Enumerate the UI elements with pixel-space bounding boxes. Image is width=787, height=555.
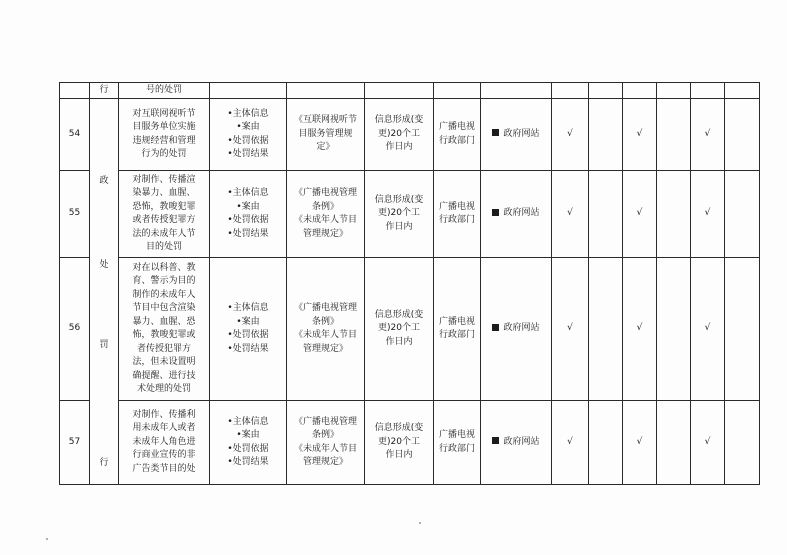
item-text-line: 节目中包含渲染 xyxy=(132,303,196,313)
time-text-line: 作日内 xyxy=(385,221,413,232)
empty-cell xyxy=(623,83,657,99)
item-text-line: 违规经营和管理 xyxy=(132,135,196,146)
empty-cell xyxy=(552,83,589,99)
check-mark: √ xyxy=(636,436,643,447)
content-text xyxy=(212,302,284,356)
empty-cell xyxy=(210,83,287,99)
content-text-line: •案由 xyxy=(236,201,260,212)
check-cell xyxy=(552,99,589,171)
category-char: 行 xyxy=(99,458,109,468)
channel-cell xyxy=(481,401,552,485)
category-merged-cell xyxy=(90,99,119,485)
check-cell xyxy=(552,401,589,485)
item-text-line: 对互联网视听节 xyxy=(132,108,196,119)
content-text-line: •处罚依据 xyxy=(227,215,269,225)
check-cell xyxy=(552,258,589,401)
item-text-line: 对制作、传播渲 xyxy=(132,174,196,185)
check-mark: √ xyxy=(567,323,573,334)
content-text xyxy=(212,108,284,162)
empty-cell xyxy=(725,401,760,485)
item-text-line: 目的处罚 xyxy=(145,242,182,252)
row-number-cell xyxy=(60,83,90,99)
check-mark: √ xyxy=(567,436,573,447)
empty-cell xyxy=(434,83,481,99)
basis-text-line: 《互联网视听节 xyxy=(293,115,357,126)
empty-cell xyxy=(589,258,623,401)
empty-cell xyxy=(657,99,691,171)
empty-cell xyxy=(365,83,434,99)
empty-cell xyxy=(657,171,691,258)
basis-cell xyxy=(287,171,365,258)
check-mark: √ xyxy=(567,128,573,139)
item-text-line: 怖，教唆犯罪或 xyxy=(132,330,196,340)
empty-cell xyxy=(725,258,760,401)
time-text-line: 信息形成(变 xyxy=(374,423,424,434)
content-cell xyxy=(210,99,287,171)
basis-text-line: 《广播电视管理 xyxy=(293,416,357,427)
item-text-line: 制作的未成年人 xyxy=(132,289,196,300)
item-text-line: 对在以科普、教 xyxy=(132,262,196,273)
channel-text: 政府网站 xyxy=(503,436,540,447)
item-text-line: 目服务单位实施 xyxy=(132,122,196,132)
content-text xyxy=(212,187,284,241)
content-text xyxy=(212,416,284,470)
check-mark: √ xyxy=(636,128,643,139)
content-text-line: •处罚结果 xyxy=(227,343,269,354)
basis-text xyxy=(289,114,362,155)
basis-text-line: 条例》 xyxy=(311,201,339,212)
basis-text-line: 《广播电视管理 xyxy=(293,303,357,313)
content-text-line: •处罚结果 xyxy=(227,228,269,239)
row-number-cell: 55 xyxy=(60,171,90,258)
content-text-line: •案由 xyxy=(236,316,260,327)
item-text xyxy=(121,262,207,397)
item-text-line: 法的未成年人节 xyxy=(132,228,196,239)
dept-text-line: 广播电视 xyxy=(438,430,475,440)
basis-text xyxy=(289,187,362,241)
time-cell xyxy=(365,171,434,258)
basis-text-line: 《广播电视管理 xyxy=(293,188,357,198)
item-text-line: 未成年人角色进 xyxy=(132,436,196,447)
item-text-line: 者传授犯罪方 xyxy=(136,343,191,354)
item-text-line: 育、警示为目的 xyxy=(132,276,196,286)
time-cell xyxy=(365,258,434,401)
table-row xyxy=(60,258,760,401)
check-mark: √ xyxy=(636,208,643,219)
empty-cell xyxy=(657,258,691,401)
check-mark: √ xyxy=(567,208,573,219)
check-cell xyxy=(623,401,657,485)
basis-text-line: 管理规定》 xyxy=(302,228,348,239)
item-text-line: 术处理的处罚 xyxy=(136,384,191,394)
empty-cell xyxy=(589,171,623,258)
check-cell xyxy=(552,171,589,258)
category-char: 罚 xyxy=(99,340,109,350)
empty-cell xyxy=(691,83,725,99)
time-text xyxy=(367,309,431,350)
time-cell xyxy=(365,99,434,171)
scan-speck xyxy=(46,538,48,540)
basis-cell xyxy=(287,99,365,171)
check-cell xyxy=(691,171,725,258)
dept-text-line: 行政部门 xyxy=(438,330,475,340)
channel-text: 政府网站 xyxy=(503,128,540,139)
item-text-line: 对制作、传播利 xyxy=(132,409,196,420)
item-text-line: 行商业宣传的非 xyxy=(132,450,196,461)
check-mark: √ xyxy=(704,323,711,334)
content-text-line: •处罚结果 xyxy=(227,457,269,467)
row-number-cell: 57 xyxy=(60,401,90,485)
time-text xyxy=(367,194,431,235)
time-text-line: 信息形成(变 xyxy=(374,194,424,205)
time-text-line: 信息形成(变 xyxy=(374,309,424,320)
square-bullet-icon xyxy=(492,209,499,216)
content-text-line: •处罚依据 xyxy=(227,330,269,340)
content-cell xyxy=(210,171,287,258)
check-cell xyxy=(691,401,725,485)
item-cell xyxy=(119,171,210,258)
time-text-line: 更)20个工 xyxy=(378,208,420,219)
empty-cell xyxy=(725,171,760,258)
table-row xyxy=(60,99,760,171)
item-cell: 号的处罚 xyxy=(119,83,210,99)
item-cell xyxy=(119,99,210,171)
basis-text-line: 《未成年人节目 xyxy=(293,443,357,454)
check-mark: √ xyxy=(704,436,711,447)
item-text-line: 确提醒、进行技 xyxy=(132,370,196,381)
table-row xyxy=(60,83,760,99)
check-cell xyxy=(623,258,657,401)
item-text-line: 行为的处罚 xyxy=(141,149,187,159)
time-text-line: 作日内 xyxy=(385,142,413,153)
time-text-line: 更)20个工 xyxy=(378,128,420,139)
empty-cell xyxy=(589,401,623,485)
content-cell xyxy=(210,258,287,401)
time-text-line: 更)20个工 xyxy=(378,436,420,447)
dept-text-line: 广播电视 xyxy=(438,201,475,212)
basis-cell xyxy=(287,258,365,401)
time-text-line: 作日内 xyxy=(385,450,413,461)
item-text-line: 或者传授犯罪方 xyxy=(132,215,196,225)
dept-text-line: 广播电视 xyxy=(438,122,475,132)
empty-cell xyxy=(589,83,623,99)
channel-text: 政府网站 xyxy=(503,208,540,219)
item-text-line: 暴力、血腥、恐 xyxy=(132,316,196,327)
dept-cell xyxy=(434,99,481,171)
item-text xyxy=(121,174,207,255)
check-mark: √ xyxy=(704,128,711,139)
channel-cell xyxy=(481,99,552,171)
empty-cell xyxy=(725,99,760,171)
channel-cell xyxy=(481,258,552,401)
basis-cell xyxy=(287,401,365,485)
dept-cell xyxy=(434,258,481,401)
row-number-cell: 54 xyxy=(60,99,90,171)
item-text-line: 恐怖，教唆犯罪 xyxy=(132,201,196,212)
channel-text: 政府网站 xyxy=(503,323,540,334)
item-text xyxy=(121,409,207,477)
content-text-line: •主体信息 xyxy=(227,416,269,427)
basis-text-line: 目服务管理规 xyxy=(298,128,353,139)
content-text-line: •主体信息 xyxy=(227,303,269,313)
empty-cell xyxy=(589,99,623,171)
dept-text xyxy=(436,121,478,148)
basis-text-line: 《未成年人节目 xyxy=(293,330,357,340)
check-cell xyxy=(691,258,725,401)
table-row xyxy=(60,401,760,485)
check-cell xyxy=(691,99,725,171)
dept-text xyxy=(436,201,478,228)
item-text xyxy=(121,108,207,162)
square-bullet-icon xyxy=(492,129,499,136)
dept-text-line: 行政部门 xyxy=(438,443,475,454)
dept-text-line: 行政部门 xyxy=(438,135,475,146)
basis-text-line: 条例》 xyxy=(311,430,339,440)
time-text-line: 信息形成(变 xyxy=(374,115,424,126)
content-cell xyxy=(210,401,287,485)
time-text xyxy=(367,114,431,155)
time-text-line: 更)20个工 xyxy=(378,323,420,334)
check-cell xyxy=(623,171,657,258)
dept-text xyxy=(436,429,478,456)
basis-text-line: 管理规定》 xyxy=(302,457,348,467)
basis-text xyxy=(289,416,362,470)
item-text-line: 用未成年人或者 xyxy=(132,423,196,434)
dept-text-line: 广播电视 xyxy=(438,316,475,327)
item-cell xyxy=(119,401,210,485)
basis-text-line: 定》 xyxy=(316,142,335,153)
dept-text-line: 行政部门 xyxy=(438,215,475,225)
item-text-line: 法，但未设置明 xyxy=(132,357,196,367)
disclosure-table xyxy=(59,82,760,485)
content-text-line: •处罚结果 xyxy=(227,149,269,159)
content-text-line: •主体信息 xyxy=(227,188,269,198)
channel-cell xyxy=(481,171,552,258)
category-char: 政 xyxy=(99,176,109,186)
content-text-line: •案由 xyxy=(236,122,260,132)
item-cell xyxy=(119,258,210,401)
square-bullet-icon xyxy=(492,324,499,331)
empty-cell xyxy=(287,83,365,99)
dept-text xyxy=(436,316,478,343)
content-text-line: •处罚依据 xyxy=(227,135,269,146)
category-char: 处 xyxy=(99,260,109,270)
content-text-line: •主体信息 xyxy=(227,108,269,119)
row-number-cell: 56 xyxy=(60,258,90,401)
table-row xyxy=(60,171,760,258)
time-text-line: 作日内 xyxy=(385,336,413,347)
empty-cell xyxy=(481,83,552,99)
category-cell: 行 xyxy=(90,83,119,99)
basis-text-line: 《未成年人节目 xyxy=(293,215,357,225)
basis-text-line: 管理规定》 xyxy=(302,343,348,354)
item-text-line: 染暴力、血腥、 xyxy=(132,188,196,198)
empty-cell xyxy=(725,83,760,99)
check-mark: √ xyxy=(704,208,711,219)
scan-speck xyxy=(419,522,421,524)
content-text-line: •案由 xyxy=(236,430,260,440)
basis-text xyxy=(289,302,362,356)
empty-cell xyxy=(657,401,691,485)
empty-cell xyxy=(657,83,691,99)
content-text-line: •处罚依据 xyxy=(227,443,269,454)
check-mark: √ xyxy=(636,323,643,334)
check-cell xyxy=(623,99,657,171)
square-bullet-icon xyxy=(492,437,499,444)
dept-cell xyxy=(434,401,481,485)
basis-text-line: 条例》 xyxy=(311,316,339,327)
dept-cell xyxy=(434,171,481,258)
item-text-line: 广告类节目的处 xyxy=(132,463,196,474)
time-cell xyxy=(365,401,434,485)
time-text xyxy=(367,422,431,463)
